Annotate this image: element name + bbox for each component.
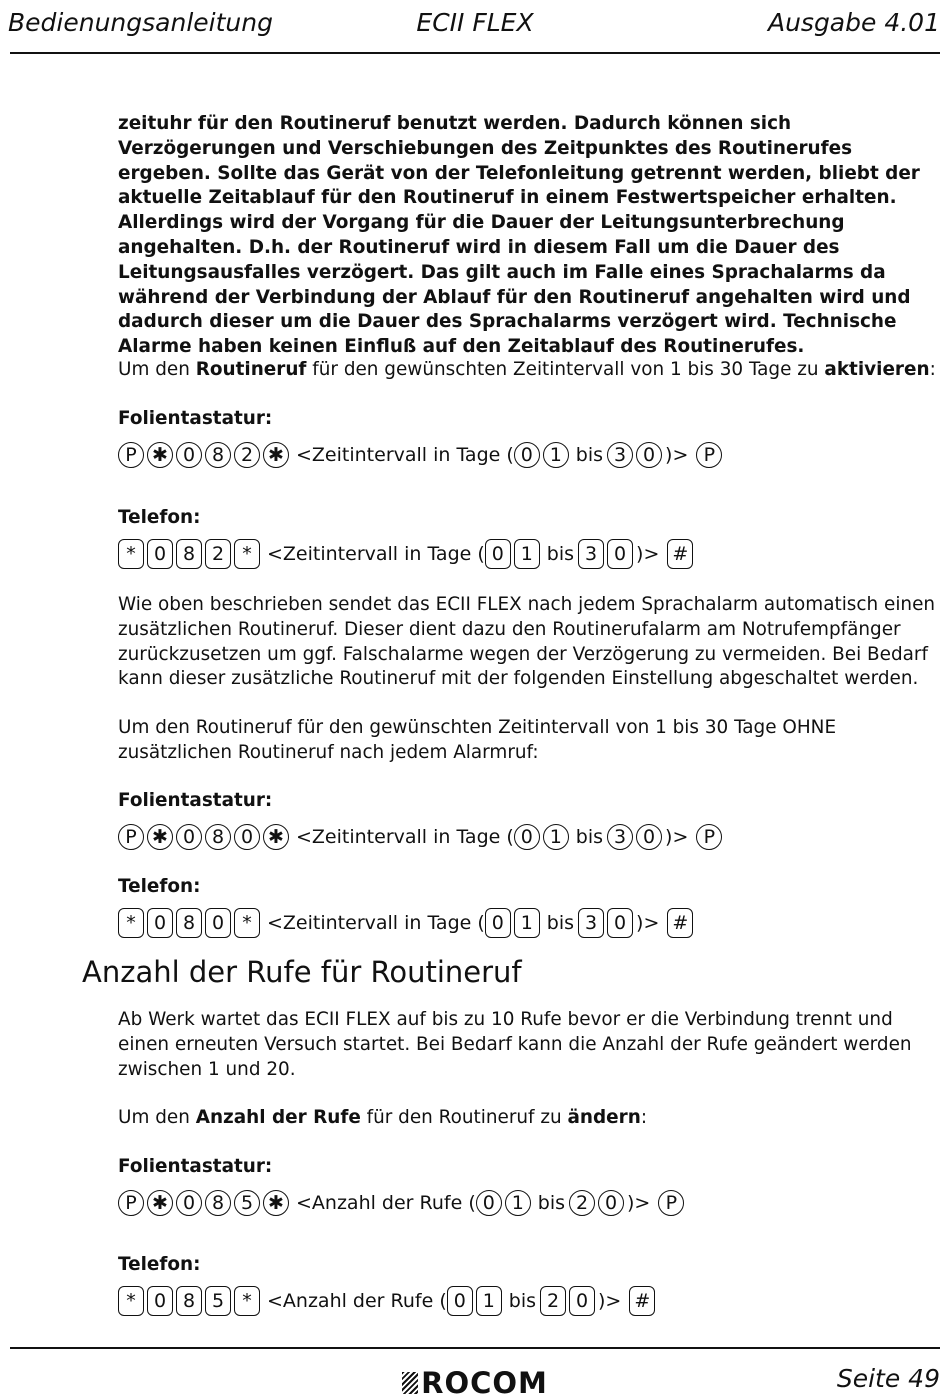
key-star: ✱ — [147, 442, 173, 468]
label-folientastatur: Folientastatur: — [118, 1156, 273, 1177]
key-star: * — [118, 908, 144, 938]
key-2: 2 — [540, 1286, 566, 1316]
key-2: 2 — [569, 1190, 595, 1216]
key-0: 0 — [476, 1190, 502, 1216]
key-2: 2 — [205, 539, 231, 569]
key-0: 0 — [607, 539, 633, 569]
close-text: )> — [665, 444, 689, 466]
key-0: 0 — [636, 824, 662, 850]
key-0: 0 — [147, 539, 173, 569]
key-0: 0 — [569, 1286, 595, 1316]
key-0: 0 — [598, 1190, 624, 1216]
close-text: )> — [665, 826, 689, 848]
label-telefon: Telefon: — [118, 876, 201, 897]
key-p: P — [658, 1190, 684, 1216]
key-0: 0 — [176, 442, 202, 468]
logo-stripes-icon — [402, 1372, 418, 1394]
bis-text: bis — [575, 444, 604, 466]
key-0: 0 — [485, 908, 511, 938]
activate-sentence: Um den Routineruf für den gewünschten Zeitintervall von 1 bis 30 Tage zu aktivieren: — [118, 359, 936, 380]
key-1: 1 — [514, 908, 540, 938]
footer-rule — [10, 1347, 940, 1349]
key-star: ✱ — [147, 1190, 173, 1216]
key-star: ✱ — [263, 1190, 289, 1216]
key-sequence-folie-count — [118, 1186, 687, 1220]
key-sequence-telefon-activate — [118, 537, 696, 571]
key-star: * — [118, 1286, 144, 1316]
key-0: 0 — [147, 1286, 173, 1316]
close-text: )> — [636, 912, 660, 934]
interval-open-text: <Zeitintervall in Tage ( — [267, 543, 485, 565]
bis-text: bis — [546, 543, 575, 565]
key-8: 8 — [176, 539, 202, 569]
key-0: 0 — [636, 442, 662, 468]
key-3: 3 — [578, 539, 604, 569]
ohne-paragraph: Um den Routineruf für den gewünschten Zeitintervall von 1 bis 30 Tage OHNE zusätzlichen Routineruf nach jedem Alarmruf: — [118, 717, 837, 763]
key-p: P — [118, 824, 144, 850]
key-star: * — [234, 1286, 260, 1316]
key-0: 0 — [485, 539, 511, 569]
bis-text: bis — [546, 912, 575, 934]
key-star: * — [234, 539, 260, 569]
key-star: * — [234, 908, 260, 938]
key-5: 5 — [234, 1190, 260, 1216]
key-1: 1 — [505, 1190, 531, 1216]
count-open-text: <Anzahl der Rufe ( — [267, 1290, 447, 1312]
bis-text: bis — [575, 826, 604, 848]
key-sequence-folie-activate — [118, 438, 725, 472]
key-star: * — [118, 539, 144, 569]
interval-open-text: <Zeitintervall in Tage ( — [296, 826, 514, 848]
key-1: 1 — [476, 1286, 502, 1316]
key-0: 0 — [234, 824, 260, 850]
key-1: 1 — [543, 442, 569, 468]
key-8: 8 — [205, 1190, 231, 1216]
key-hash: # — [667, 539, 693, 569]
key-p: P — [118, 442, 144, 468]
key-2: 2 — [234, 442, 260, 468]
key-1: 1 — [514, 539, 540, 569]
label-telefon: Telefon: — [118, 1254, 201, 1275]
key-8: 8 — [176, 908, 202, 938]
change-sentence: Um den Anzahl der Rufe für den Routineruf zu ändern: — [118, 1107, 648, 1128]
intro-paragraph: zeituhr für den Routineruf benutzt werden. Dadurch können sich Verzögerungen und Verschiebungen des Zeitpunktes des Routinerufes ergeben. Sollte das Gerät von der Telefonleitung getrennt werden, bliebt der aktuelle Zeitablauf für den Routineruf in einem Festwertspeicher erhalten. Allerdings wird der Vorgang für die Dauer der Leitungsunterbrechung angehalten. D.h. der Routineruf wird in diesem Fall um die Dauer des Leitungsausfalles verzögert. Das gilt auch im Falle eines Sprachalarms da während der Verbindung der Ablauf für den Routineruf angehalten wird und dadurch dieser um die Dauer des Sprachalarms verzögert wird. Technische Alarme haben keinen Einfluß auf den Zeitablauf des Routinerufes. — [118, 113, 920, 358]
header-product-name: ECII FLEX — [416, 8, 534, 37]
key-0: 0 — [205, 908, 231, 938]
key-0: 0 — [176, 824, 202, 850]
close-text: )> — [627, 1192, 651, 1214]
page-number: Seite 49 — [836, 1364, 940, 1393]
key-0: 0 — [514, 442, 540, 468]
header-edition: Ausgabe 4.01 — [767, 8, 940, 37]
key-0: 0 — [607, 908, 633, 938]
interval-open-text: <Zeitintervall in Tage ( — [296, 444, 514, 466]
key-0: 0 — [514, 824, 540, 850]
key-5: 5 — [205, 1286, 231, 1316]
key-sequence-folie-ohne — [118, 820, 725, 854]
key-p: P — [696, 442, 722, 468]
section-heading: Anzahl der Rufe für Routineruf — [82, 955, 522, 989]
described-paragraph: Wie oben beschrieben sendet das ECII FLEX nach jedem Sprachalarm automatisch einen zusätzlichen Routineruf. Dieser dient dazu den Routinerufalarm am Notrufempfänger zurückzusetzen um ggf. Falschalarme wegen der Verzögerung zu vermeiden. Bei Bedarf kann dieser zusätzliche Routineruf mit der folgenden Einstellung abgeschaltet werden. — [118, 594, 936, 690]
rocom-logo: ROCOM — [0, 1366, 950, 1400]
key-0: 0 — [147, 908, 173, 938]
bis-text: bis — [508, 1290, 537, 1312]
key-1: 1 — [543, 824, 569, 850]
close-text: )> — [636, 543, 660, 565]
key-0: 0 — [176, 1190, 202, 1216]
label-folientastatur: Folientastatur: — [118, 408, 273, 429]
bis-text: bis — [537, 1192, 566, 1214]
key-3: 3 — [578, 908, 604, 938]
key-3: 3 — [607, 442, 633, 468]
header-rule — [10, 52, 940, 54]
key-sequence-telefon-ohne — [118, 906, 696, 940]
interval-open-text: <Zeitintervall in Tage ( — [267, 912, 485, 934]
label-telefon: Telefon: — [118, 507, 201, 528]
key-p: P — [696, 824, 722, 850]
key-star: ✱ — [263, 442, 289, 468]
key-8: 8 — [176, 1286, 202, 1316]
key-p: P — [118, 1190, 144, 1216]
count-open-text: <Anzahl der Rufe ( — [296, 1192, 476, 1214]
key-star: ✱ — [263, 824, 289, 850]
close-text: )> — [598, 1290, 622, 1312]
key-8: 8 — [205, 824, 231, 850]
label-folientastatur: Folientastatur: — [118, 790, 273, 811]
key-3: 3 — [607, 824, 633, 850]
key-hash: # — [667, 908, 693, 938]
key-8: 8 — [205, 442, 231, 468]
key-0: 0 — [447, 1286, 473, 1316]
key-star: ✱ — [147, 824, 173, 850]
key-sequence-telefon-count — [118, 1284, 658, 1318]
key-hash: # — [629, 1286, 655, 1316]
werk-paragraph: Ab Werk wartet das ECII FLEX auf bis zu 10 Rufe bevor er die Verbindung trennt und einen erneuten Versuch startet. Bei Bedarf kann die Anzahl der Rufe geändert werden zwischen 1 und 20. — [118, 1009, 912, 1080]
header-manual-title: Bedienungsanleitung — [8, 8, 273, 37]
